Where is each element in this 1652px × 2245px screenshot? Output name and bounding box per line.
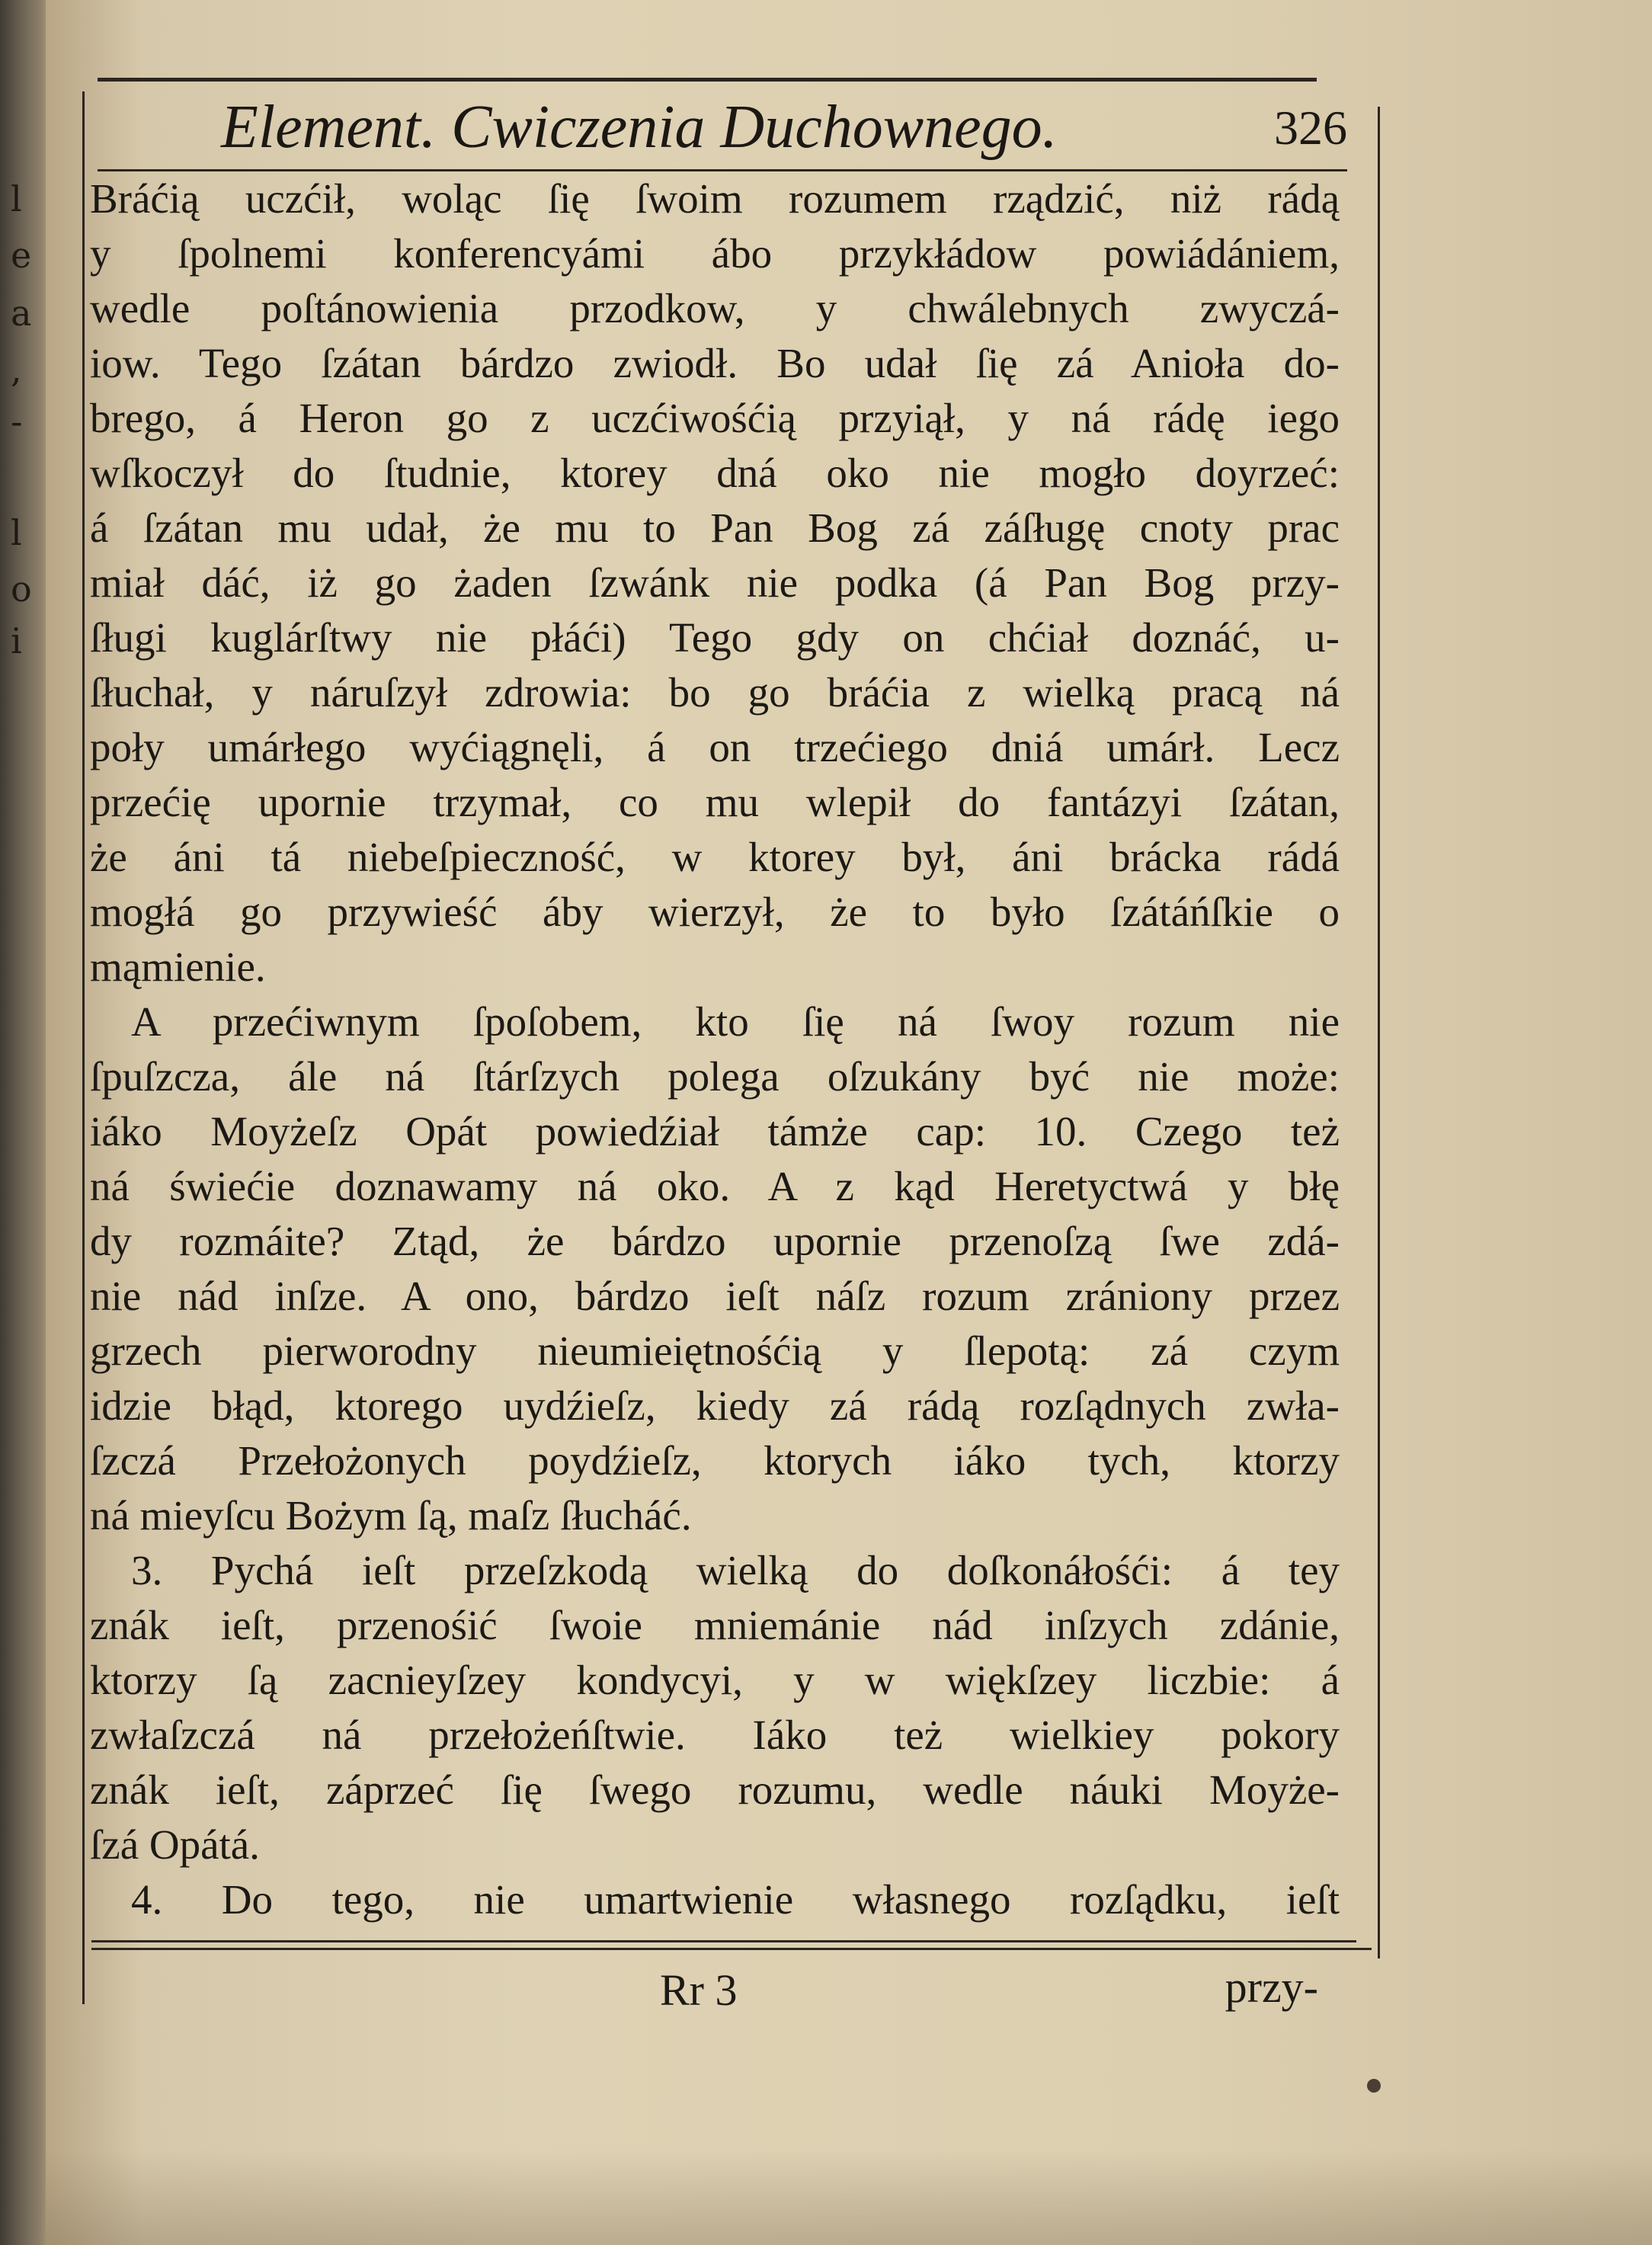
body-text xyxy=(90,174,1340,1934)
text-line: dy rozmáite? Ztąd, że bárdzo upornie przenoſzą ſwe zdá- xyxy=(90,1218,1340,1264)
text-line: ſpuſzcza, ále ná ſtárſzych polega oſzukány być nie może: xyxy=(90,1053,1340,1100)
page-bottom-shade xyxy=(46,2149,1652,2245)
header-rule-bottom xyxy=(98,169,1347,171)
text-line: mąmienie. xyxy=(90,943,266,990)
text-line: Bráćią uczćił, woląc ſię ſwoim rozumem rządzić, niż rádą xyxy=(90,175,1340,222)
ink-spot xyxy=(1367,2079,1381,2093)
text-line: wſkoczył do ſtudnie, ktorey dná oko nie mogło doyrzeć: xyxy=(90,450,1340,496)
header-rule-top xyxy=(98,78,1317,82)
text-line: ná świećie doznawamy ná oko. A z kąd Heretyctwá y błę xyxy=(90,1163,1340,1209)
margin-glyph: i xyxy=(11,620,22,661)
text-line: iáko Moyżeſz Opát powiedźiał támże cap: 10. Czego też xyxy=(90,1108,1340,1155)
footer-rule-top xyxy=(91,1940,1356,1942)
margin-glyph: e xyxy=(11,235,32,276)
text-line: y ſpolnemi konferencyámi ábo przykłádow powiádániem, xyxy=(90,230,1340,277)
margin-glyph: l xyxy=(11,512,22,553)
text-line: mogłá go przywieść áby wierzył, że to było ſzátáńſkie o xyxy=(90,889,1340,935)
text-line: á ſzátan mu udał, że mu to Pan Bog zá záſługę cnoty prac xyxy=(90,504,1340,551)
margin-glyph: l xyxy=(11,178,22,219)
running-head: Element. Cwiczenia Duchownego. xyxy=(221,94,1058,161)
text-line: poły umárłego wyćiągnęli, á on trzećiego dniá umárł. Lecz xyxy=(90,724,1340,770)
text-line: znák ieſt, záprzeć ſię ſwego rozumu, wedle náuki Moyże- xyxy=(90,1766,1340,1813)
text-line: znák ieſt, przenośić ſwoie mniemánie nád inſzych zdánie, xyxy=(90,1602,1340,1648)
text-line: ſzá Opátá. xyxy=(90,1821,260,1868)
text-line: 3. Pychá ieſt przeſzkodą wielką do doſkonáłośći: á tey xyxy=(131,1547,1340,1593)
text-line: ktorzy ſą zacnieyſzey kondycyi, y w więkſzey liczbie: á xyxy=(90,1657,1340,1703)
text-line: że áni tá niebeſpieczność, w ktorey był, áni brácka rádá xyxy=(90,834,1340,880)
catchword: przy- xyxy=(1225,1962,1318,2012)
text-line: miał dáć, iż go żaden ſzwánk nie podka (á Pan Bog przy- xyxy=(90,559,1340,606)
margin-glyph: a xyxy=(11,293,32,334)
text-line: nie nád inſze. A ono, bárdzo ieſt náſz rozum zrániony przez xyxy=(90,1273,1340,1319)
frame-rule-right xyxy=(1378,107,1380,1958)
margin-glyph: , xyxy=(11,349,22,390)
margin-glyph: o xyxy=(11,568,32,610)
text-line: 4. Do tego, nie umartwienie własnego rozſądku, ieſt xyxy=(131,1876,1340,1923)
text-line: ſzczá Przełożonych poydźieſz, ktorych iáko tych, ktorzy xyxy=(90,1437,1340,1484)
text-line: idzie błąd, ktorego uydźieſz, kiedy zá rádą rozſądnych zwła- xyxy=(90,1382,1340,1429)
text-line: iow. Tego ſzátan bárdzo zwiodł. Bo udał ſię zá Anioła do- xyxy=(90,340,1340,386)
text-line: wedle poſtánowienia przodkow, y chwálebnych zwyczá- xyxy=(90,285,1340,331)
text-line: ſłuchał, y náruſzył zdrowia: bo go bráćia z wielką pracą ná xyxy=(90,669,1340,716)
text-line: ſługi kuglárſtwy nie płáći) Tego gdy on chćiał doznáć, u- xyxy=(90,614,1340,661)
page-number: 326 xyxy=(1274,101,1347,155)
text-line: brego, á Heron go z uczćiwośćią przyiął, y ná rádę iego xyxy=(90,395,1340,441)
text-line: ná mieyſcu Bożym ſą, maſz ſłucháć. xyxy=(90,1492,692,1539)
margin-glyph: - xyxy=(11,401,23,442)
footer-rule-bottom xyxy=(91,1948,1372,1950)
text-line: zwłaſzczá ná przełożeńſtwie. Iáko też wielkiey pokory xyxy=(90,1712,1340,1758)
text-line: przećię upornie trzymał, co mu wlepił do fantázyi ſzátan, xyxy=(90,779,1340,825)
signature-mark: Rr 3 xyxy=(660,1965,738,2015)
text-line: grzech pierworodny nieumieiętnośćią y ſlepotą: zá czym xyxy=(90,1327,1340,1374)
text-line: A przećiwnym ſpoſobem, kto ſię ná ſwoy rozum nie xyxy=(131,998,1340,1045)
frame-rule-left xyxy=(82,91,85,2004)
